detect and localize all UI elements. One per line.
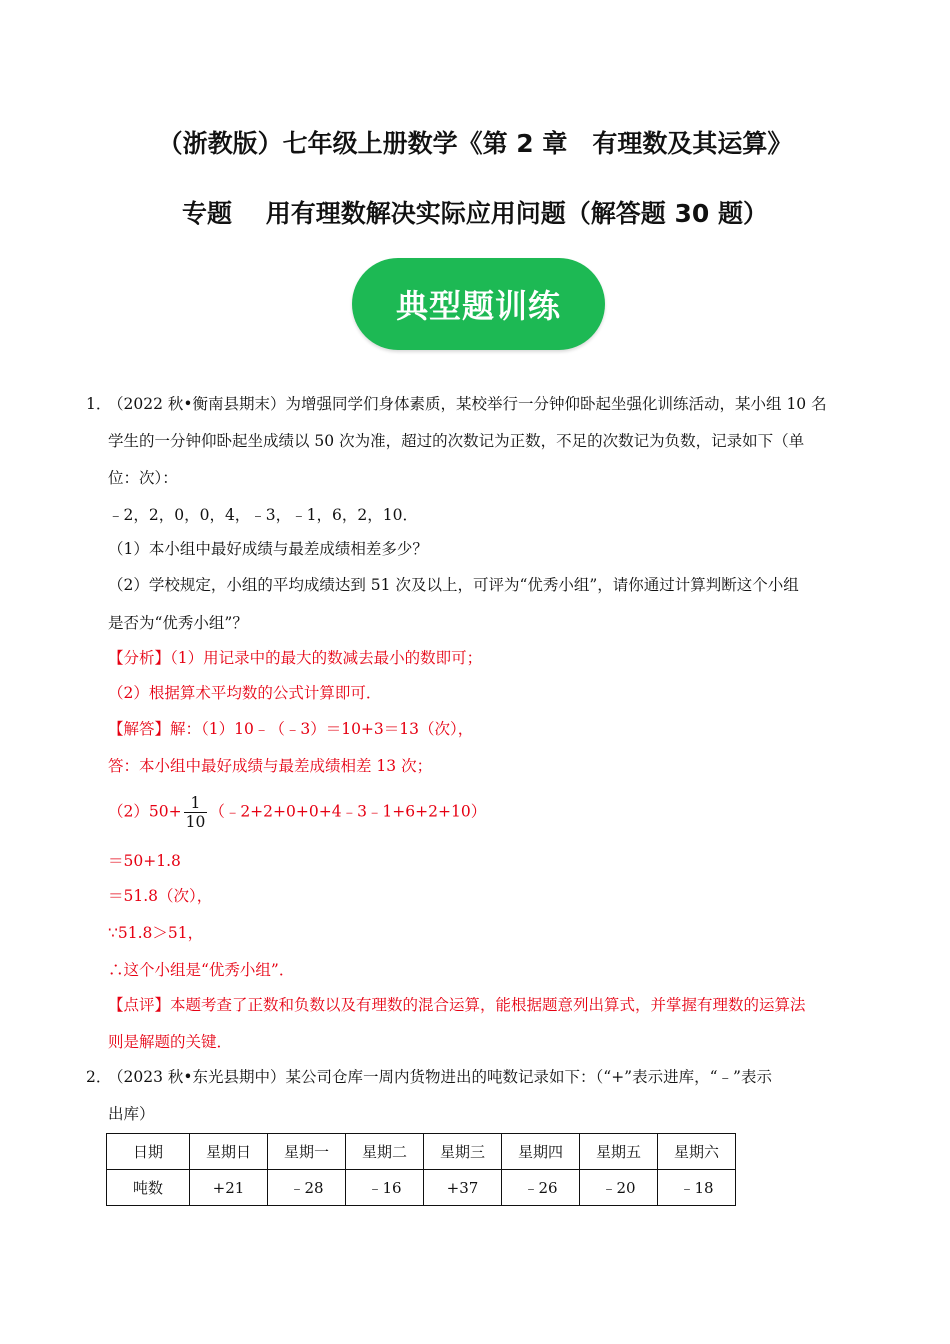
analysis-text: （1）用记录中的最大的数减去最小的数即可； [170, 649, 483, 667]
table-cell: +37 [424, 1170, 502, 1206]
table-cell: 星期一 [268, 1134, 346, 1170]
table-cell: ﹣16 [346, 1170, 424, 1206]
answer-line: ＝51.8（次）， [108, 887, 213, 905]
table-cell: 星期二 [346, 1134, 424, 1170]
table-cell: ﹣28 [268, 1170, 346, 1206]
question-text-line: （2023 秋•东光县期中）某公司仓库一周内货物进出的吨数记录如下：（“+”表示进库，“﹣”表示 [108, 1068, 772, 1086]
section-badge: 典型题训练 [352, 258, 605, 350]
answer-text: 解：（1）10﹣（﹣3）＝10+3＝13（次）， [170, 720, 474, 738]
answer-line: 答：本小组中最好成绩与最差成绩相差 13 次； [108, 757, 433, 775]
table-cell: 日期 [107, 1134, 190, 1170]
answer-line: ∴这个小组是“优秀小组”． [108, 961, 295, 979]
analysis-line: （2）根据算术平均数的公式计算即可． [108, 684, 382, 702]
tonnage-table [106, 1133, 736, 1206]
question-text-line: （2022 秋•衡南县期末）为增强同学们身体素质，某校举行一分钟仰卧起坐强化训练活动，某小组 10 名 [108, 395, 827, 413]
answer-line: ＝50+1.8 [108, 852, 181, 870]
question-number: 2． [86, 1068, 112, 1086]
fraction [184, 794, 208, 831]
answer-line [108, 718, 473, 740]
formula-prefix: （2）50+ [108, 802, 182, 821]
analysis-line [108, 647, 482, 669]
table-cell: ﹣26 [502, 1170, 580, 1206]
question-number: 1． [86, 395, 112, 413]
table-cell: ﹣18 [658, 1170, 736, 1206]
table-cell: 星期五 [580, 1134, 658, 1170]
comment-line [108, 994, 806, 1016]
document-title: （浙教版）七年级上册数学《第 2 章 有理数及其运算》 [157, 129, 793, 158]
document-subtitle: 专题 用有理数解决实际应用问题（解答题 30 题） [182, 199, 768, 228]
analysis-tag: 【分析】 [108, 649, 171, 667]
answer-tag: 【解答】 [108, 720, 171, 738]
question-text-line: 学生的一分钟仰卧起坐成绩以 50 次为准，超过的次数记为正数，不足的次数记为负数，记录如下（单 [108, 432, 805, 450]
table-row [107, 1170, 736, 1206]
table-cell: 星期四 [502, 1134, 580, 1170]
table-cell: 星期六 [658, 1134, 736, 1170]
comment-line: 则是解题的关键． [108, 1033, 233, 1051]
formula-suffix: （﹣2+2+0+0+4﹣3﹣1+6+2+10） [209, 802, 487, 821]
question-data-line: ﹣2，2，0，0，4，﹣3，﹣1，6，2，10． [108, 506, 418, 524]
question-text-line: 出库） [108, 1105, 155, 1123]
table-header-row [107, 1134, 736, 1170]
answer-formula-line [108, 794, 486, 831]
question-text-line: 是否为“优秀小组”？ [108, 614, 248, 632]
answer-line: ∵51.8＞51， [108, 924, 204, 942]
table-cell: ﹣20 [580, 1170, 658, 1206]
fraction-denominator: 10 [185, 813, 206, 831]
comment-text: 本题考查了正数和负数以及有理数的混合运算，能根据题意列出算式，并掌握有理数的运算法 [170, 996, 806, 1014]
question-text-line: 位：次）： [108, 469, 178, 487]
fraction-numerator: 1 [184, 794, 208, 813]
comment-tag: 【点评】 [108, 996, 171, 1014]
table-cell: 星期日 [190, 1134, 268, 1170]
table-cell: +21 [190, 1170, 268, 1206]
table-cell: 吨数 [107, 1170, 190, 1206]
question-part-2: （2）学校规定，小组的平均成绩达到 51 次及以上，可评为“优秀小组”，请你通过计算判断这个小组 [108, 576, 799, 594]
question-part-1: （1）本小组中最好成绩与最差成绩相差多少？ [108, 540, 428, 558]
table-cell: 星期三 [424, 1134, 502, 1170]
